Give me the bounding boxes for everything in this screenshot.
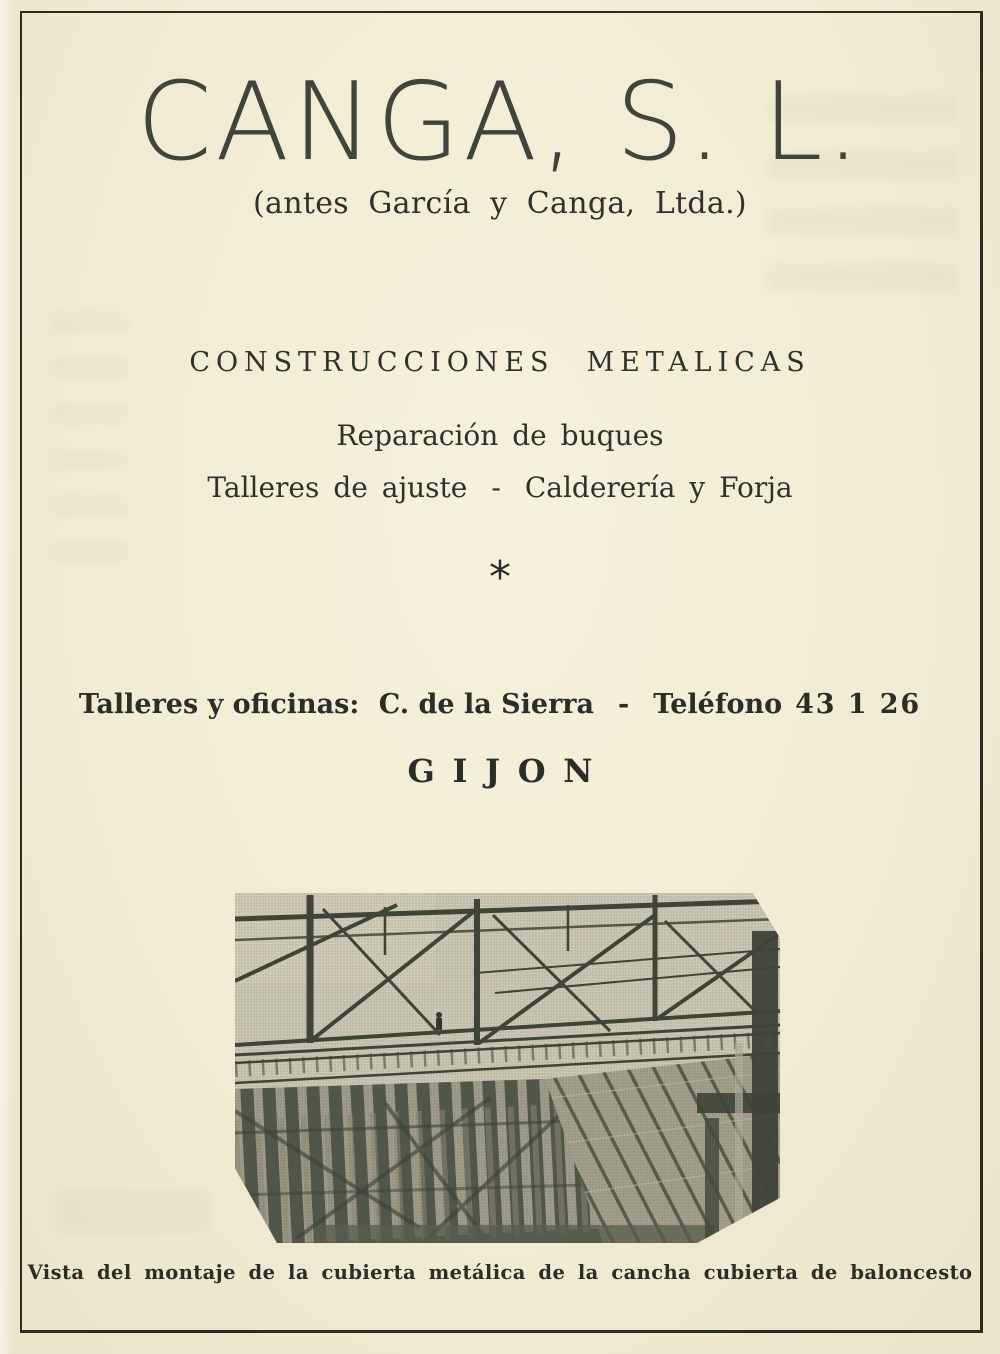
former-company-name: (antes García y Canga, Ltda.)	[253, 186, 747, 221]
phone-label: Teléfono	[653, 689, 783, 720]
asterisk-ornament: *	[489, 552, 511, 603]
service-line-ship-repair: Reparación de buques	[336, 419, 664, 452]
city-name: GIJON	[407, 752, 611, 790]
service-separator-dash: -	[491, 471, 501, 504]
company-name: CANGA, S. L.	[136, 60, 864, 185]
phone-number: 43 1 26	[795, 689, 922, 720]
service-workshops-label: Talleres de ajuste	[207, 471, 468, 504]
service-line-workshops	[0, 471, 1000, 504]
contact-line	[0, 689, 1000, 720]
construction-site-photo	[235, 893, 780, 1243]
street-address: C. de la Sierra	[378, 689, 595, 720]
roof-truss-photo-illustration	[235, 893, 780, 1243]
service-boiler-forge-label: Calderería y Forja	[524, 471, 793, 504]
photo-caption: Vista del montaje de la cubierta metálica de la cancha cubierta de baloncesto	[27, 1261, 973, 1284]
business-heading: CONSTRUCCIONES METALICAS	[189, 347, 811, 378]
workshops-offices-label: Talleres y oficinas:	[78, 689, 360, 720]
contact-separator-dash: -	[618, 689, 630, 720]
